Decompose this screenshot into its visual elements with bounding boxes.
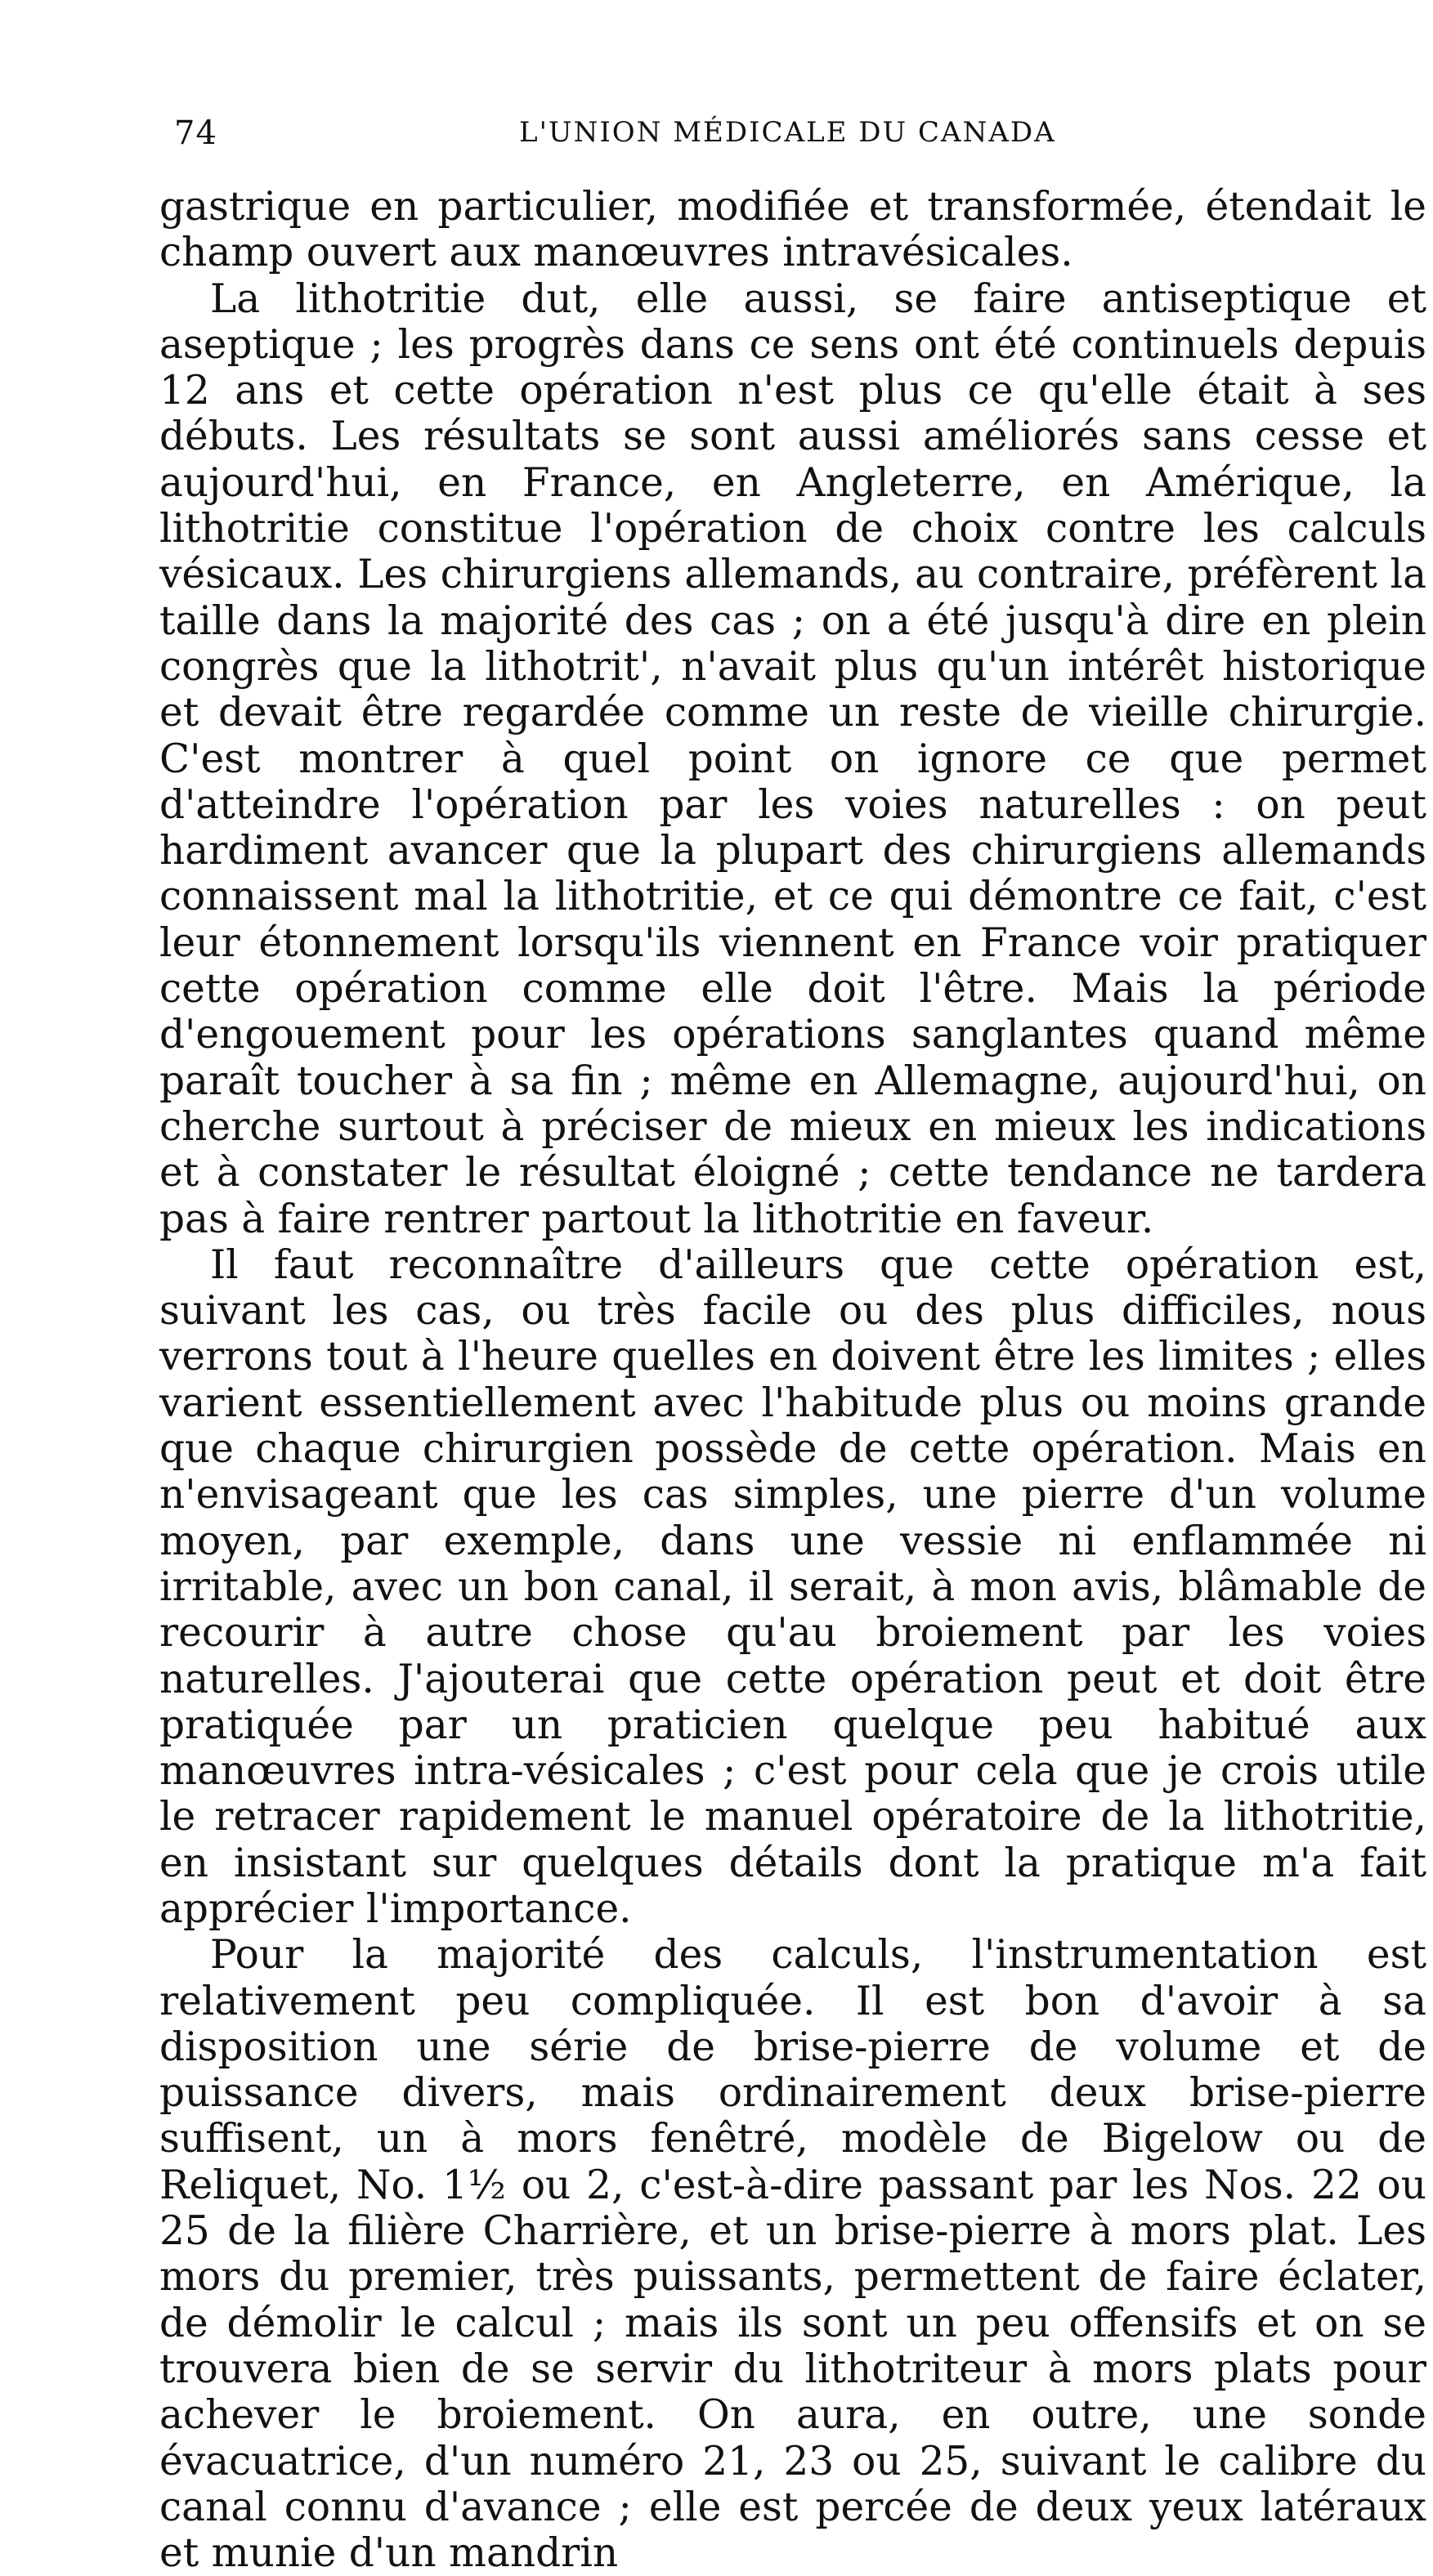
body-text — [159, 184, 1426, 2576]
paragraph-continued: gastrique en particulier, modifiée et transformée, étendait le champ ouvert aux manœuvres intravésicales. — [159, 184, 1426, 276]
page-header — [159, 106, 1426, 155]
document-page — [159, 106, 1426, 2576]
running-title: L'UNION MÉDICALE DU CANADA — [519, 116, 1056, 149]
paragraph-instrumentation: Pour la majorité des calculs, l'instrumentation est relativement peu compliquée. Il est bon d'avoir à sa disposition une série de brise-pierre de volume et de puissance divers, mais ordinairement deux brise-pierre suffisent, un à mors fenêtré, modèle de Bigelow ou de Reliquet, No. 1½ ou 2, c'est-à-dire passant par les Nos. 22 ou 25 de la filière Charrière, et un brise-pierre à mors plat. Les mors du premier, très puissants, permettent de faire éclater, de démolir le calcul ; mais ils sont un peu offensifs et on se trouvera bien de se servir du lithotriteur à mors plats pour achever le broiement. On aura, en outre, une sonde évacuatrice, d'un numéro 21, 23 ou 25, suivant le calibre du canal connu d'avance ; elle est percée de deux yeux latéraux et munie d'un mandrin — [159, 1932, 1426, 2576]
paragraph-lithotritie: La lithotritie dut, elle aussi, se faire antiseptique et aseptique ; les progrès dans ce sens ont été continuels depuis 12 ans et cette opération n'est plus ce qu'elle était à ses débuts. Les résultats se sont aussi améliorés sans cesse et aujourd'hui, en France, en Angleterre, en Amérique, la lithotritie constitue l'opération de choix contre les calculs vésicaux. Les chirurgiens allemands, au contraire, préfèrent la taille dans la majorité des cas ; on a été jusqu'à dire en plein congrès que la lithotrit', n'avait plus qu'un intérêt historique et devait être regardée comme un reste de vieille chirurgie. C'est montrer à quel point on ignore ce que permet d'atteindre l'opération par les voies naturelles : on peut hardiment avancer que la plupart des chirurgiens allemands connaissent mal la lithotritie, et ce qui démontre ce fait, c'est leur étonnement lorsqu'ils viennent en France voir pratiquer cette opération comme elle doit l'être. Mais la période d'engouement pour les opérations sanglantes quand même paraît toucher à sa fin ; même en Allemagne, aujourd'hui, on cherche surtout à préciser de mieux en mieux les indications et à constater le résultat éloigné ; cette tendance ne tardera pas à faire rentrer partout la lithotritie en faveur. — [159, 275, 1426, 1242]
page-number: 74 — [174, 114, 217, 152]
paragraph-difficulty: Il faut reconnaître d'ailleurs que cette opération est, suivant les cas, ou très facile ou des plus difficiles, nous verrons tout à l'heure quelles en doivent être les limites ; elles varient essentiellement avec l'habitude plus ou moins grande que chaque chirurgien possède de cette opération. Mais en n'envisageant que les cas simples, une pierre d'un volume moyen, par exemple, dans une vessie ni enflammée ni irritable, avec un bon canal, il serait, à mon avis, blâmable de recourir à autre chose qu'au broiement par les voies naturelles. J'ajouterai que cette opération peut et doit être pratiquée par un praticien quelque peu habitué aux manœuvres intra-vésicales ; c'est pour cela que je crois utile le retracer rapidement le manuel opératoire de la lithotritie, en insistant sur quelques détails dont la pratique m'a fait apprécier l'importance. — [159, 1241, 1426, 1932]
